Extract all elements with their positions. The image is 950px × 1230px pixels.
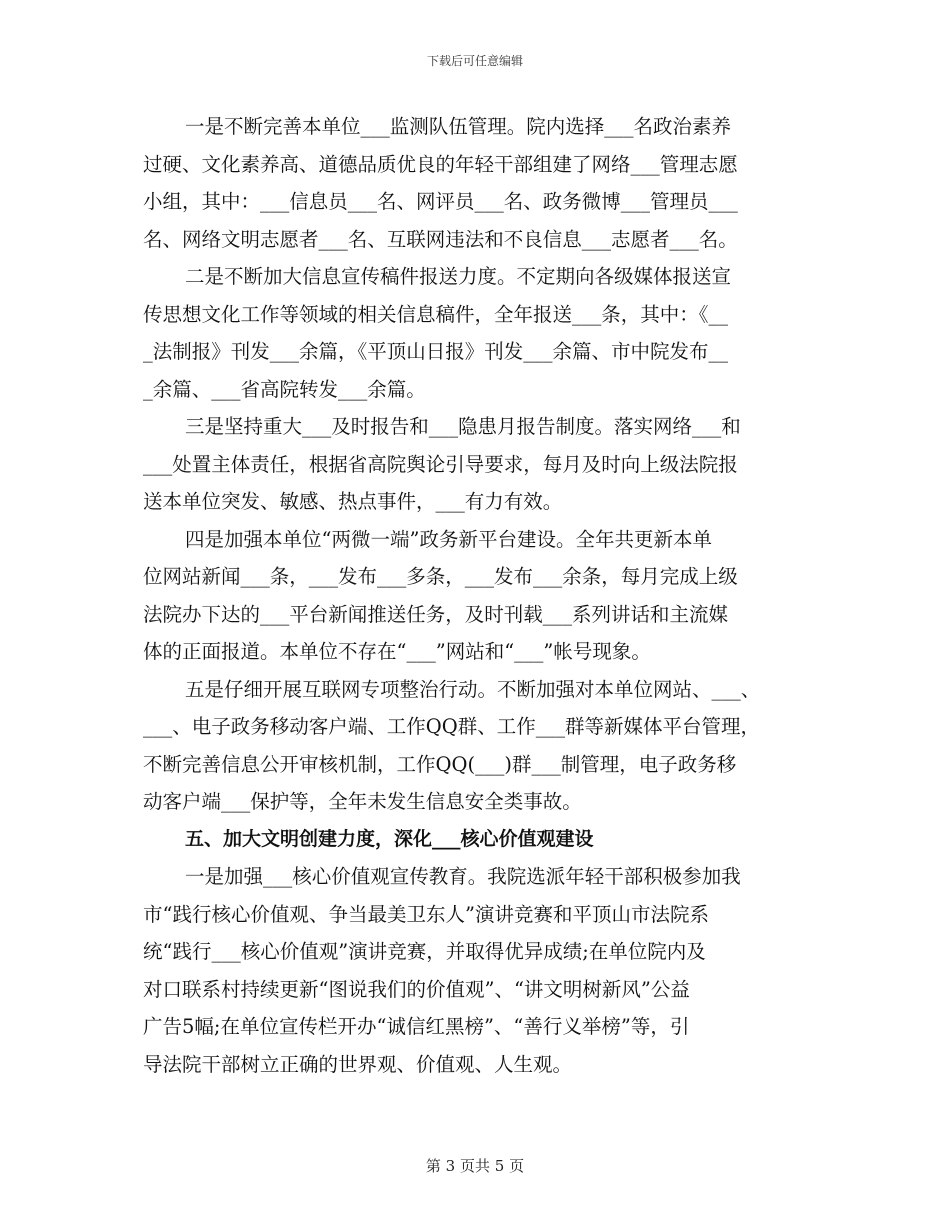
section-heading: 五、加大文明创建力度，深化___核心价值观建设 — [185, 827, 594, 850]
paragraph-line: 统“践行___核心价值观”演讲竞赛，并取得优异成绩;在单位院内及 — [143, 940, 706, 963]
paragraph-line: 送本单位突发、敏感、热点事件，___有力有效。 — [143, 490, 563, 513]
document-body — [143, 108, 811, 1083]
paragraph-line: 过硬、文化素养高、道德品质优良的年轻干部组建了网络___管理志愿 — [143, 152, 738, 176]
paragraph-line: 法院办下达的___平台新闻推送任务，及时刊载___系列讲话和主流媒 — [143, 602, 729, 626]
paragraph-line: 小组，其中：___信息员___名、网评员___名、政务微博___管理员___ — [143, 190, 738, 213]
paragraph-line: 五是仔细开展互联网专项整治行动。不断加强对本单位网站、___、 — [185, 677, 761, 701]
paragraph-line: _余篇、___省高院转发___余篇。 — [143, 377, 426, 401]
page-footer: 第 3 页共 5 页 — [425, 1157, 525, 1175]
paragraph-line: 动客户端___保护等，全年未发生信息安全类事故。 — [143, 790, 582, 813]
paragraph-line: 不断完善信息公开审核机制，工作QQ(___)群___制管理，电子政务移 — [143, 752, 737, 776]
paragraph-line: 二是不断加大信息宣传稿件报送力度。不定期向各级媒体报送宣 — [185, 265, 732, 288]
paragraph-line: ___、电子政务移动客户端、工作QQ群、工作___群等新媒体平台管理， — [143, 715, 760, 738]
paragraph-line: 导法院干部树立正确的世界观、价值观、人生观。 — [143, 1052, 573, 1076]
paragraph-line: 位网站新闻___条，___发布___多条，___发布___余条，每月完成上级 — [143, 565, 738, 588]
page-header: 下载后可任意编辑 — [426, 54, 523, 68]
paragraph-line: 对口联系村持续更新“图说我们的价值观”、“讲文明树新风”公益 — [143, 977, 690, 1001]
paragraph-line: 一是加强___核心价值观宣传教育。我院选派年轻干部积极参加我 — [185, 865, 741, 888]
paragraph-line: 传思想文化工作等领域的相关信息稿件，全年报送___条，其中：《__ — [143, 302, 729, 326]
paragraph-line: 三是坚持重大___及时报告和___隐患月报告制度。落实网络___和 — [185, 415, 741, 438]
paragraph-line: 体的正面报道。本单位不存在“___”网站和“___”帐号现象。 — [143, 640, 651, 663]
paragraph-line: 市“践行核心价值观、争当最美卫东人”演讲竞赛和平顶山市法院系 — [143, 902, 709, 926]
paragraph-line: 广告5幅;在单位宣传栏开办“诚信红黑榜”、“善行义举榜”等，引 — [143, 1015, 690, 1038]
paragraph-line: ___处置主体责任，根据省高院舆论引导要求，每月及时向上级法院报 — [143, 452, 738, 476]
paragraph-line: 一是不断完善本单位___监测队伍管理。院内选择___名政治素养 — [185, 115, 732, 138]
paragraph-line: 四是加强本单位“两微一端”政务新平台建设。全年共更新本单 — [185, 527, 712, 551]
paragraph-line: _法制报》刊发___余篇，《平顶山日报》刊发___余篇、市中院发布__ — [143, 340, 729, 363]
paragraph-line: 名、网络文明志愿者___名、互联网违法和不良信息___志愿者___名。 — [143, 227, 738, 251]
